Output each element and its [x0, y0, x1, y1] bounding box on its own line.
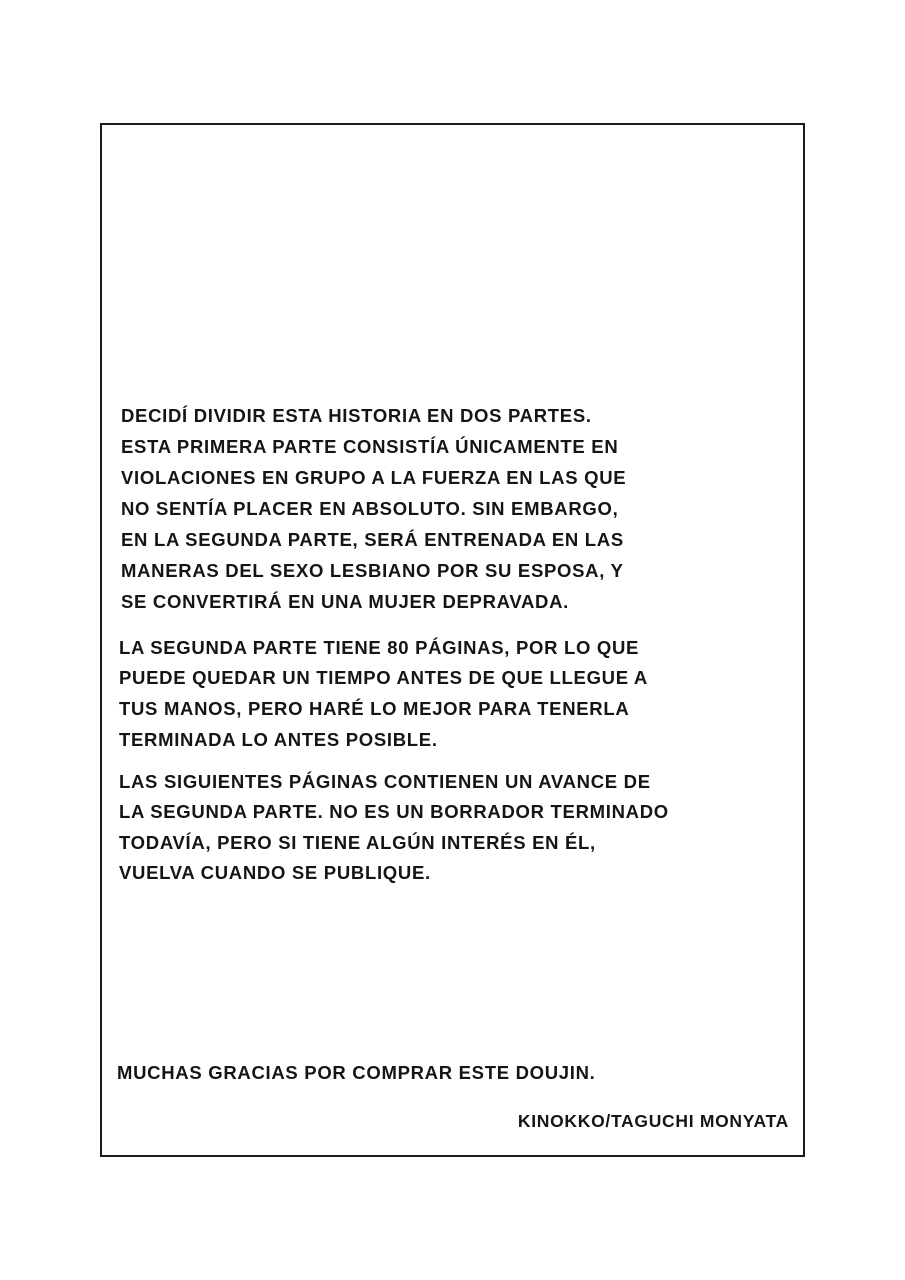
text-line: LA SEGUNDA PARTE. NO ES UN BORRADOR TERMINADO — [119, 801, 669, 822]
text-line: VUELVA CUANDO SE PUBLIQUE. — [119, 862, 431, 883]
text-line: PUEDE QUEDAR UN TIEMPO ANTES DE QUE LLEGUE A — [119, 667, 648, 688]
author-signature: KINOKKO/TAGUCHI MONYATA — [517, 1111, 789, 1131]
text-line: TUS MANOS, PERO HARÉ LO MEJOR PARA TENERLA — [119, 698, 630, 719]
text-line: EN LA SEGUNDA PARTE, SERÁ ENTRENADA EN LAS — [121, 529, 624, 550]
text-line: TERMINADA LO ANTES POSIBLE. — [119, 729, 438, 750]
text-line: VIOLACIONES EN GRUPO A LA FUERZA EN LAS QUE — [121, 467, 627, 488]
text-line: ESTA PRIMERA PARTE CONSISTÍA ÚNICAMENTE EN — [121, 436, 619, 457]
thanks-note: MUCHAS GRACIAS POR COMPRAR ESTE DOUJIN. — [117, 1062, 596, 1083]
text-line: MANERAS DEL SEXO LESBIANO POR SU ESPOSA, Y — [121, 560, 624, 581]
text-line: DECIDÍ DIVIDIR ESTA HISTORIA EN DOS PARTES. — [121, 405, 592, 426]
text-line: TODAVÍA, PERO SI TIENE ALGÚN INTERÉS EN ÉL, — [119, 832, 596, 853]
text-line: LA SEGUNDA PARTE TIENE 80 PÁGINAS, POR LO QUE — [119, 637, 640, 658]
text-line: SE CONVERTIRÁ EN UNA MUJER DEPRAVADA. — [121, 591, 570, 612]
text-line: NO SENTÍA PLACER EN ABSOLUTO. SIN EMBARGO, — [121, 498, 619, 519]
text-line: LAS SIGUIENTES PÁGINAS CONTIENEN UN AVANCE DE — [119, 771, 651, 792]
